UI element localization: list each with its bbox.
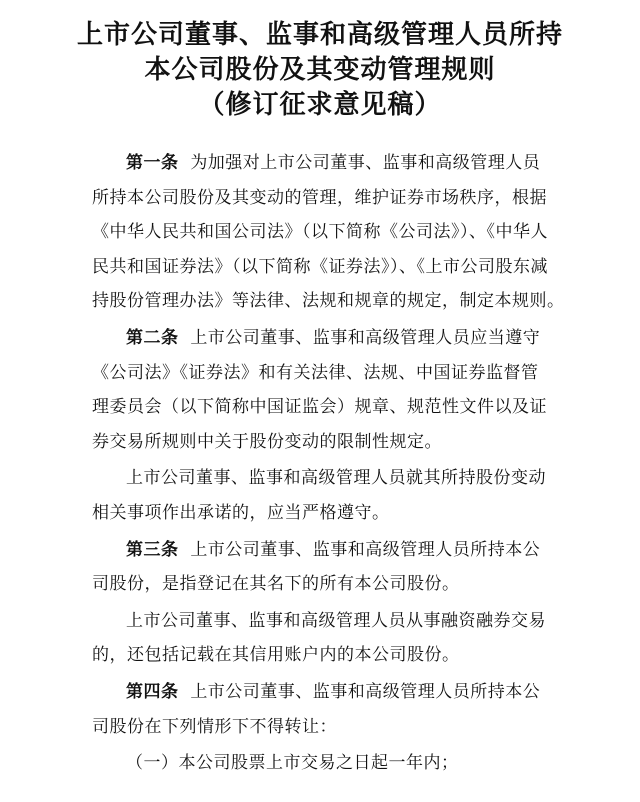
- article-3-para-2-line-1: 上市公司董事、监事和高级管理人员从事融资融券交易: [126, 610, 546, 631]
- article-2-para-2-line-1: 上市公司董事、监事和高级管理人员就其所持股份变动: [126, 468, 546, 489]
- document-title: [0, 18, 640, 123]
- article-4-text-1: 上市公司董事、监事和高级管理人员所持本公: [190, 681, 541, 702]
- article-1-text-1: 为加强对上市公司董事、监事和高级管理人员: [190, 153, 541, 173]
- title-line-1: 上市公司董事、监事和高级管理人员所持: [76, 20, 563, 50]
- title-line-2: 本公司股份及其变动管理规则: [144, 55, 496, 85]
- article-1-line-4: 民共和国证券法》（以下简称《证券法》）、《上市公司股东减: [92, 256, 548, 277]
- article-2-line-2: 《公司法》《证券法》和有关法律、法规、中国证券监督管: [92, 362, 539, 383]
- article-2-heading: 第二条: [126, 327, 179, 348]
- article-1-line-5: 持股份管理办法》等法律、法规和规章的规定，制定本规则。: [92, 291, 565, 312]
- article-3-text-1: 上市公司董事、监事和高级管理人员所持本公: [190, 539, 541, 560]
- article-1-line-3: 《中华人民共和国公司法》（以下简称《公司法》）、《中华人: [92, 222, 548, 243]
- title-line-3: （修订征求意见稿）: [198, 90, 442, 120]
- article-3-line-2: 司股份，是指登记在其名下的所有本公司股份。: [92, 574, 460, 595]
- article-2-line-4: 券交易所规则中关于股份变动的限制性规定。: [92, 431, 442, 452]
- article-4-heading: 第四条: [126, 681, 179, 702]
- article-4-item-1: （一）本公司股票上市交易之日起一年内；: [126, 753, 459, 774]
- article-1-heading: 第一条: [126, 153, 179, 173]
- article-1-line-1: [92, 146, 556, 181]
- article-4-line-1: [92, 675, 556, 710]
- document-body: [92, 146, 565, 781]
- article-4-line-2: 司股份在下列情形下不得转让：: [92, 716, 337, 737]
- article-2-para-2-line-2: 相关事项作出承诺的，应当严格遵守。: [92, 502, 390, 523]
- article-3-heading: 第三条: [126, 539, 179, 560]
- article-1-line-2: 所持本公司股份及其变动的管理，维护证券市场秩序，根据: [92, 187, 547, 208]
- article-3-line-1: [92, 533, 556, 568]
- article-2-line-1: [92, 321, 556, 356]
- article-3-para-2-line-2: 的，还包括记载在其信用账户内的本公司股份。: [92, 645, 460, 666]
- article-2-text-1: 上市公司董事、监事和高级管理人员应当遵守: [190, 327, 541, 348]
- article-2-line-3: 理委员会（以下简称中国证监会）规章、规范性文件以及证: [92, 397, 547, 418]
